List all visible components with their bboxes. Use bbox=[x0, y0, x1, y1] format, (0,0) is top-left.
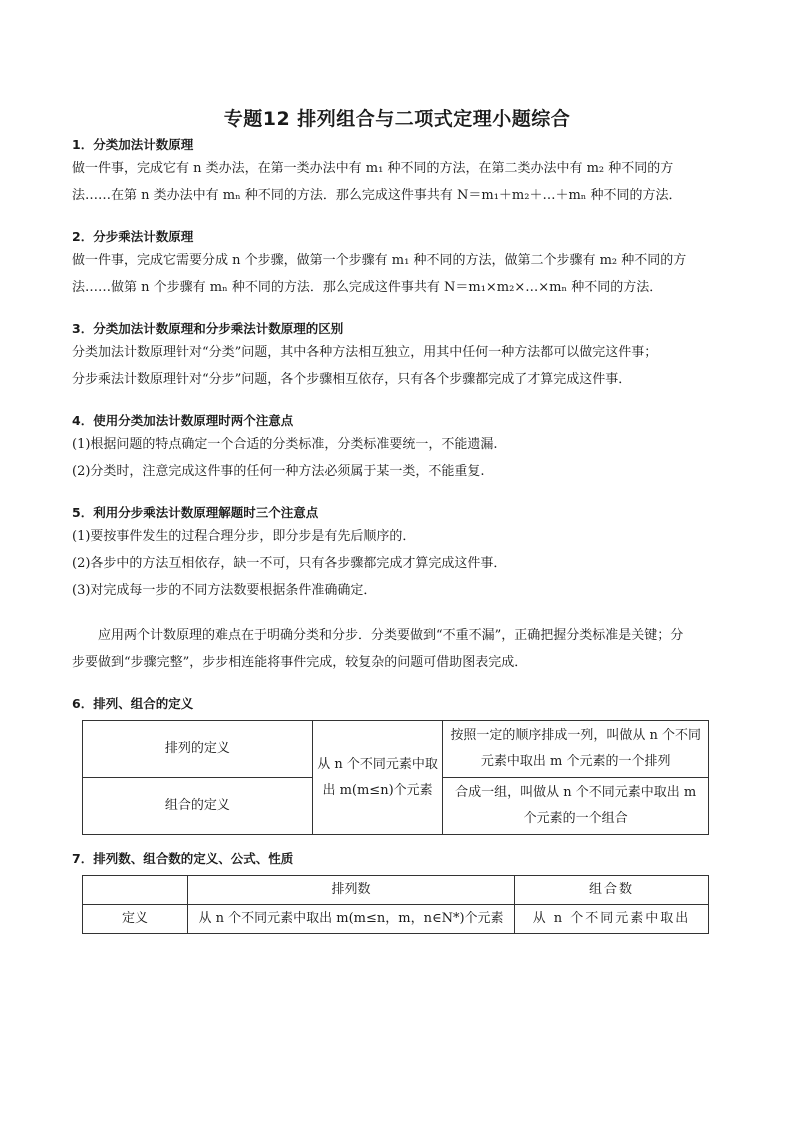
paragraph-line: (2)分类时，注意完成这件事的任何一种方法必须属于某一类，不能重复. bbox=[72, 464, 485, 479]
section-7 bbox=[72, 849, 722, 934]
table-cell: 按照一定的顺序排成一列，叫做从 n 个不同元素中取出 m 个元素的一个排列 bbox=[443, 721, 709, 778]
table-cell: 合成一组，叫做从 n 个不同元素中取出 m 个元素的一个组合 bbox=[443, 778, 709, 835]
paragraph-line: 应用两个计数原理的难点在于明确分类和分步．分类要做到“不重不漏”，正确把握分类标准是关键；分 bbox=[98, 628, 684, 643]
table-cell: 从 n 个不同元素中取出 m(m≤n)个元素 bbox=[312, 721, 443, 835]
document-body bbox=[72, 135, 722, 934]
table-header-row bbox=[83, 876, 709, 905]
table-cell: 组合的定义 bbox=[83, 778, 313, 835]
note-paragraph bbox=[72, 622, 722, 676]
table-header-cell bbox=[83, 876, 188, 905]
table-cell: 从 n 个不同元素中取出 m(m≤n，m，n∈N*)个元素 bbox=[188, 905, 515, 934]
table-cell: 定义 bbox=[83, 905, 188, 934]
section-4 bbox=[72, 411, 722, 485]
paragraph-line: 做一件事，完成它有 n 类办法，在第一类办法中有 m₁ 种不同的方法，在第二类办法中有 m₂ 种不同的方 bbox=[72, 161, 674, 176]
section-heading: 4．使用分类加法计数原理时两个注意点 bbox=[72, 413, 294, 428]
table-cell: 排列的定义 bbox=[83, 721, 313, 778]
section-1 bbox=[72, 135, 722, 209]
section-heading: 7．排列数、组合数的定义、公式、性质 bbox=[72, 851, 294, 866]
formula-table bbox=[82, 875, 709, 934]
table-row bbox=[83, 905, 709, 934]
paragraph-line: 步要做到“步骤完整”，步步相连能将事件完成，较复杂的问题可借助图表完成． bbox=[72, 655, 528, 670]
paragraph-line: 做一件事，完成它需要分成 n 个步骤，做第一个步骤有 m₁ 种不同的方法，做第二个步骤有 m₂ 种不同的方 bbox=[72, 253, 687, 268]
table-row bbox=[83, 721, 709, 778]
paragraph-line: (1)根据问题的特点确定一个合适的分类标准，分类标准要统一，不能遗漏. bbox=[72, 437, 498, 452]
section-2 bbox=[72, 227, 722, 301]
section-heading: 5．利用分步乘法计数原理解题时三个注意点 bbox=[72, 505, 319, 520]
section-heading: 6．排列、组合的定义 bbox=[72, 696, 194, 711]
definition-table bbox=[82, 720, 709, 835]
paragraph-line: (2)各步中的方法互相依存，缺一不可，只有各步骤都完成才算完成这件事． bbox=[72, 556, 507, 571]
paragraph-line: (1)要按事件发生的过程合理分步，即分步是有先后顺序的． bbox=[72, 529, 416, 544]
paragraph-line: (3)对完成每一步的不同方法数要根据条件准确确定． bbox=[72, 583, 377, 598]
page-title: 专题12 排列组合与二项式定理小题综合 bbox=[223, 108, 571, 130]
table-cell: 从 n 个不同元素中取出 bbox=[515, 905, 709, 934]
table-header-cell: 组合数 bbox=[515, 876, 709, 905]
paragraph-line: 分类加法计数原理针对“分类”问题，其中各种方法相互独立，用其中任何一种方法都可以做完这件事； bbox=[72, 345, 658, 360]
section-heading: 1．分类加法计数原理 bbox=[72, 137, 194, 152]
section-heading: 3．分类加法计数原理和分步乘法计数原理的区别 bbox=[72, 321, 344, 336]
table-header-cell: 排列数 bbox=[188, 876, 515, 905]
paragraph-line: 分步乘法计数原理针对“分步”问题，各个步骤相互依存，只有各个步骤都完成了才算完成这件事． bbox=[72, 372, 632, 387]
section-5 bbox=[72, 503, 722, 604]
paragraph-line: 法……在第 n 类办法中有 mₙ 种不同的方法．那么完成这件事共有 N＝m₁＋m₂＋…＋mₙ 种不同的方法． bbox=[72, 188, 682, 203]
section-6 bbox=[72, 694, 722, 835]
paragraph-line: 法……做第 n 个步骤有 mₙ 种不同的方法．那么完成这件事共有 N＝m₁×m₂×…×mₙ 种不同的方法． bbox=[72, 280, 663, 295]
section-3 bbox=[72, 319, 722, 393]
section-heading: 2．分步乘法计数原理 bbox=[72, 229, 194, 244]
